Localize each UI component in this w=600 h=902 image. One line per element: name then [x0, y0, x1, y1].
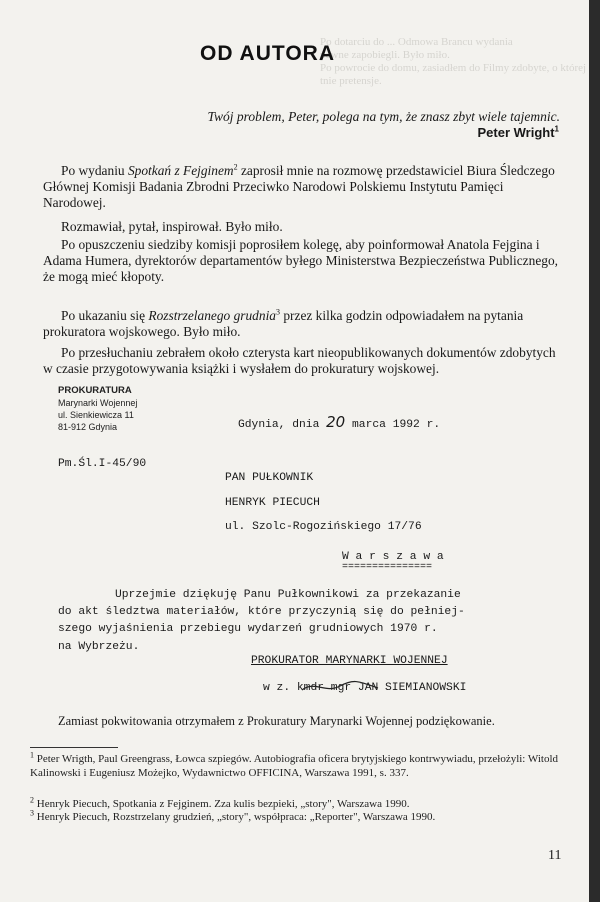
- page-number: 11: [548, 848, 562, 863]
- letter-body-line-2: do akt śledztwa materiałów, które przyczynią się do pełniej-: [58, 606, 465, 618]
- letter-body-line-3: szego wyjaśnienia przebiegu wydarzeń grudniowych 1970 r.: [58, 623, 438, 635]
- epigraph-quote: Twój problem, Peter, polega na tym, że znasz zbyt wiele tajemnic.: [207, 109, 560, 124]
- recipient-name: HENRYK PIECUCH: [225, 497, 320, 509]
- letter-body-line-4: na Wybrzeżu.: [58, 641, 140, 653]
- recipient-address: ul. Szolc-Rogozińskiego 17/76: [225, 521, 422, 533]
- paragraph-3: Po opuszczeniu siedziby komisji poprosiłem kolegę, aby poinformował Anatola Fejgina i Adama Humera, dyrektorów departamentów byłego Ministerstwa Bezpieczeństwa Publicznego, że mogą mieć kłopoty.: [43, 237, 559, 284]
- signature-scribble-icon: [300, 678, 380, 696]
- signature-name: w z. kmdr mgr JAN SIEMIANOWSKI: [263, 682, 467, 694]
- paragraph-1: Po wydaniu Spotkań z Fejginem$^2$ zaprosił mnie na rozmowę przedstawiciel Biura Śledczego Głównej Komisji Badania Zbrodni Przeciwko Narodowi Polskiemu Instytutu Pamięci Narodowej.: [43, 162, 555, 210]
- paragraph-2: Rozmawiał, pytał, inspirował. Było miło.: [61, 219, 283, 234]
- signature-organization: PROKURATOR MARYNARKI WOJENNEJ: [251, 655, 448, 667]
- prosecutor-stamp: PROKURATURA Marynarki Wojennej ul. Sienkiewicza 11 81-912 Gdynia: [58, 385, 138, 432]
- footnote-1: $^1$ Peter Wrigth, Paul Greengrass, Łowca szpiegów. Autobiografia oficera brytyjskiego kontrwywiadu, przełożyli: Witold Kalinowski i Eugeniusz Możejko, Wydawnictwo OFFICINA, Warszawa 1991, s. 337.: [30, 750, 559, 779]
- recipient-city: W a r s z a w a: [342, 551, 444, 563]
- recipient-rank: PAN PUŁKOWNIK: [225, 472, 314, 484]
- bleed-through-text: Po dotarciu do ... Odmowa Brancu wydania pewne zapobiegli. Było miło. Po powrocie do domu, zasiadłem do Filmy zdobyte, o której tnie pretensje.: [320, 36, 587, 87]
- epigraph-author: Peter Wright$^1$: [477, 124, 559, 140]
- letter-reference: Pm.Śl.I-45/90: [58, 458, 147, 470]
- footnote-3: $^3$ Henryk Piecuch, Rozstrzelany grudzień, „story", współpraca: „Reporter", Warszawa 1990.: [30, 808, 436, 823]
- paragraph-5: Po przesłuchaniu zebrałem około czterysta kart nieopublikowanych dokumentów zdobytych w czasie przygotowywania książki i wysłałem do prokuratury wojskowej.: [43, 345, 556, 376]
- closing-note: Zamiast pokwitowania otrzymałem z Prokuratury Marynarki Wojennej podziękowanie.: [58, 714, 495, 728]
- paragraph-4: Po ukazaniu się Rozstrzelanego grudnia$^3$ przez kilka godzin odpowiadałem na pytania prokuratora wojskowego. Było miło.: [43, 307, 524, 339]
- footnote-2: $^2$ Henryk Piecuch, Spotkania z Fejginem. Zza kulis bezpieki, „story", Warszawa 1990.: [30, 795, 410, 810]
- footnote-rule: [30, 747, 118, 748]
- page-title: OD AUTORA: [200, 42, 335, 65]
- recipient-city-rule: ===============: [342, 562, 433, 573]
- letter-date: Gdynia, dnia 20 marca 1992 r.: [238, 413, 441, 431]
- letter-body-line-1: Uprzejmie dziękuję Panu Pułkownikowi za przekazanie: [115, 589, 461, 601]
